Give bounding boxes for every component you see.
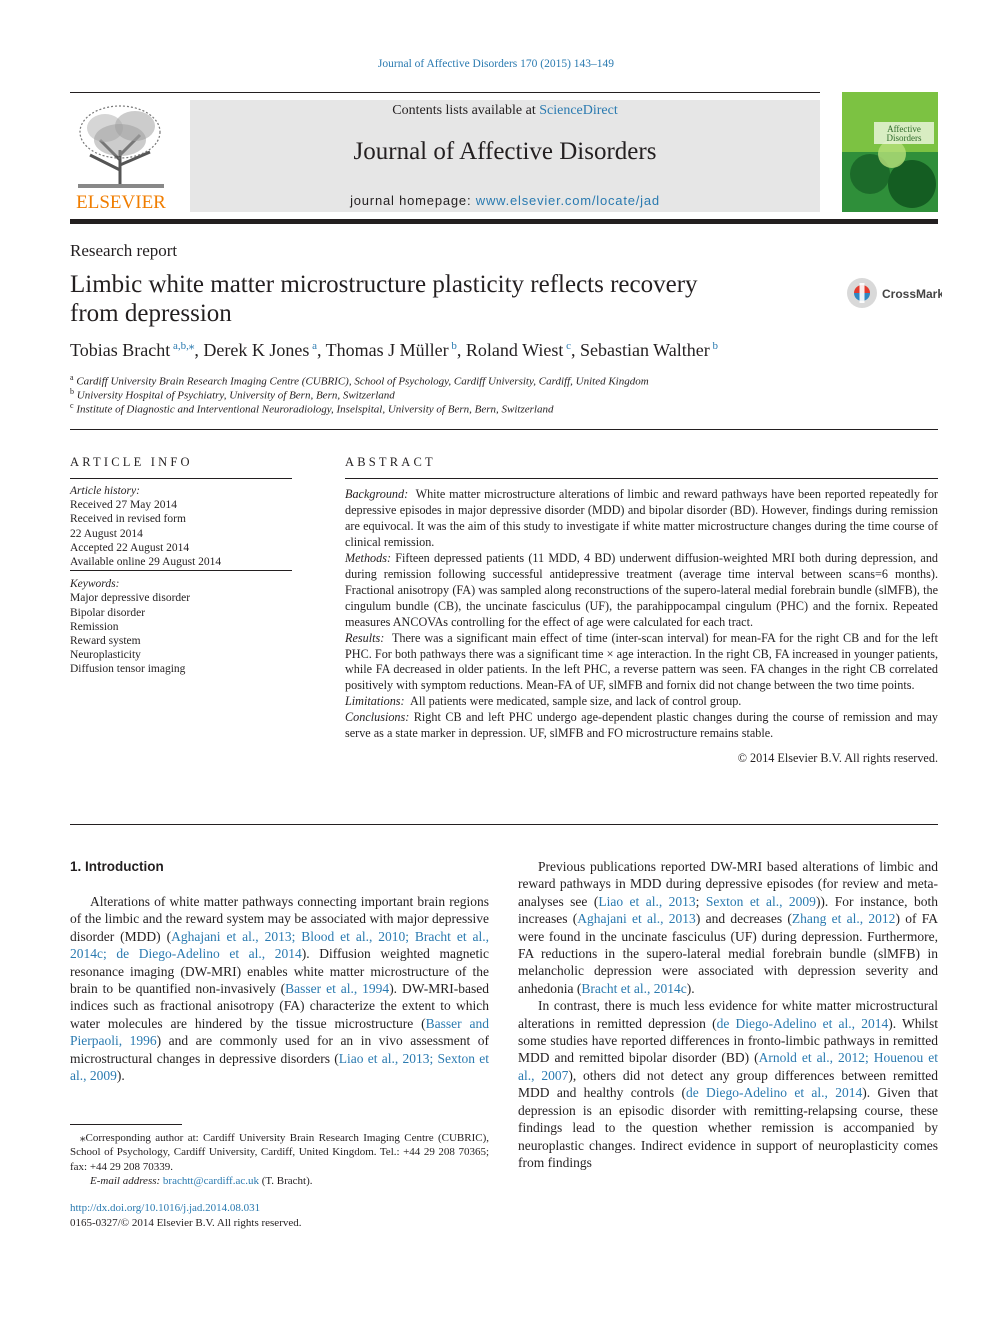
history-item: Available online 29 August 2014 bbox=[70, 556, 222, 569]
homepage-prefix: journal homepage: bbox=[350, 193, 476, 208]
history-label: Article history: bbox=[70, 485, 140, 497]
info-separator bbox=[70, 570, 292, 571]
body-text: ). bbox=[686, 980, 695, 996]
body-text: ) and decreases ( bbox=[695, 911, 792, 927]
abstract-results bbox=[345, 631, 938, 695]
abstract-divider bbox=[70, 824, 938, 825]
journal-banner bbox=[190, 100, 820, 212]
affiliation-key: c bbox=[70, 401, 74, 410]
keywords-label: Keywords: bbox=[70, 578, 120, 591]
elsevier-logo bbox=[70, 100, 172, 212]
abstract-text: Fifteen depressed patients (11 MDD, 4 BD) underwent diffusion-weighted MRI both during depression, and during remission following successful antidepressive treatment (average time interval between scans=6 months). Fractional anisotropy (FA) was sampled along reconstructions of the supero-lateral medial forebrain bundle (slMFB), the cingulum bundle (CB), the uncinate fasciculus (UF), the parahippocampal cingulum (PHC) and the fornix. Repeated measures ANCOVAs controlling for the effect of age were calculated for each tract. bbox=[345, 550, 939, 629]
affiliation-b bbox=[70, 387, 395, 402]
citation-link[interactable]: Basser et al., 1994 bbox=[285, 981, 390, 997]
email-link[interactable]: brachtt@cardiff.ac.uk bbox=[162, 1175, 259, 1187]
sciencedirect-link[interactable]: ScienceDirect bbox=[539, 103, 618, 118]
body-text: ). bbox=[116, 1068, 125, 1084]
body-text: ; bbox=[695, 893, 706, 909]
author-affiliation-marker[interactable]: b bbox=[448, 340, 457, 352]
body-text: ). Whilst some studies have reported differences in fronto-limbic pathways in remitted MDD and remitted bipolar disorder (BD) ( bbox=[518, 1015, 938, 1066]
cover-title-affective: Affective bbox=[887, 124, 921, 134]
abstract-label: Limitations: bbox=[345, 694, 405, 709]
body-text: )). For instance, both increases ( bbox=[518, 893, 938, 927]
author-name: Sebastian Walther bbox=[580, 340, 710, 360]
author-name: Tobias Bracht bbox=[70, 340, 171, 360]
citation-link[interactable]: Bracht et al., 2014c bbox=[581, 980, 687, 996]
abstract-label: Conclusions: bbox=[345, 710, 410, 725]
abstract-text: White matter microstructure alterations of limbic and reward pathways have been reported repeatedly for depressive episodes in major depressive disorder (MDD) and bipolar disorder (BD). However, findings during remission are equivocal. It was the aim of this study to investigate if white matter microstructure changes during the time course of clinical remission. bbox=[345, 487, 938, 549]
affiliation-key: a bbox=[70, 373, 74, 382]
citation-link[interactable]: Liao et al., 2013; Sexton et al., 2009 bbox=[70, 1050, 490, 1084]
issn-line: 0165-0327/© 2014 Elsevier B.V. All rights reserved. bbox=[70, 1217, 302, 1229]
homepage-line bbox=[190, 193, 820, 208]
citation-link[interactable]: Aghajani et al., 2013 bbox=[577, 911, 696, 927]
body-right-column bbox=[518, 858, 938, 1171]
history-item: Received in revised form bbox=[70, 513, 186, 526]
abstract-background bbox=[345, 487, 938, 551]
email-note bbox=[70, 1174, 489, 1188]
body-text: ). Diffusion weighted magnetic resonance imaging (DW-MRI) enables white matter microstructure of the brain to be quantified non-invasively ( bbox=[70, 946, 489, 997]
author-affiliation-marker[interactable]: a,b,⁎ bbox=[170, 340, 195, 352]
author-separator: , bbox=[316, 340, 326, 360]
doi-link[interactable]: http://dx.doi.org/10.1016/j.jad.2014.08.031 bbox=[70, 1202, 261, 1214]
journal-citation[interactable]: Journal of Affective Disorders 170 (2015) 143–149 bbox=[377, 58, 615, 70]
contents-prefix: Contents lists available at bbox=[392, 103, 540, 118]
history-item: Received 27 May 2014 bbox=[70, 499, 177, 512]
title-line-2: from depression bbox=[70, 300, 232, 327]
body-text: Alterations of white matter pathways connecting important brain regions of the limbic and the reward system may be associated with major depressive disorder (MDD) ( bbox=[70, 894, 489, 944]
abstract-text: There was a significant main effect of time (inter-scan interval) for mean-FA for the right CB and for the left PHC. For both pathways there was a significant time × age interaction. In the right CB, FA increased in younger patients, while FA decreased in older patients. In the left PHC, a reverse pattern was seen. FA changes in the right CB correlated positively with symptom reductions. Mean-FA of UF, slMFB and fornix did not change between the two time points. bbox=[345, 630, 939, 693]
abstract-body bbox=[345, 487, 938, 767]
affiliation-text: Institute of Diagnostic and Interventional Neuroradiology, Inselspital, University of Bern, Bern, Switzerland bbox=[76, 403, 554, 416]
keyword: Reward system bbox=[70, 635, 141, 648]
contents-line bbox=[190, 103, 820, 119]
email-label: E-mail address: bbox=[90, 1175, 161, 1187]
citation-link[interactable]: Basser and Pierpaoli, 1996 bbox=[70, 1015, 489, 1049]
header-divider bbox=[70, 429, 938, 430]
keyword: Bipolar disorder bbox=[70, 606, 146, 619]
affiliation-text: Cardiff University Brain Research Imaging Centre (CUBRIC), School of Psychology, Cardiff University, Cardiff, United Kingdom bbox=[76, 375, 649, 388]
abstract-copyright: © 2014 Elsevier B.V. All rights reserved. bbox=[737, 751, 938, 766]
abstract-label: Background: bbox=[345, 487, 409, 501]
abstract-label: Methods: bbox=[345, 550, 392, 565]
corresponding-author-note: ⁎Corresponding author at: Cardiff University Brain Research Imaging Centre (CUBRIC), School of Psychology, Cardiff University, Cardiff, United Kingdom. Tel.: +44 29 208 70365; fax: +44 29 208 70339. bbox=[70, 1132, 489, 1173]
keyword: Neuroplasticity bbox=[70, 649, 141, 662]
affiliation-a bbox=[70, 373, 649, 388]
crossmark-badge[interactable] bbox=[846, 276, 942, 312]
masthead-top-rule bbox=[70, 92, 820, 93]
journal-title: Journal of Affective Disorders bbox=[353, 138, 657, 165]
citation-link[interactable]: Liao et al., 2013 bbox=[598, 893, 696, 909]
author-name: Derek K Jones bbox=[203, 340, 310, 360]
keyword: Major depressive disorder bbox=[70, 592, 191, 605]
masthead-bottom-rule bbox=[70, 219, 938, 224]
journal-cover-image bbox=[842, 92, 938, 212]
citation-link[interactable]: de Diego-Adelino et al., 2014 bbox=[716, 1015, 889, 1031]
email-suffix: (T. Bracht). bbox=[258, 1175, 313, 1187]
author-affiliation-marker[interactable]: b bbox=[709, 340, 718, 352]
intro-paragraph-3 bbox=[518, 997, 938, 1171]
author-affiliation-marker[interactable]: a bbox=[309, 340, 317, 352]
body-text: Previous publications reported DW-MRI based alterations of limbic and reward pathways in MDD during depressive episodes (for review and meta-analyses see ( bbox=[518, 859, 938, 909]
article-type: Research report bbox=[70, 241, 178, 260]
citation-link[interactable]: Sexton et al., 2009 bbox=[705, 893, 816, 909]
publisher-name: ELSEVIER bbox=[76, 192, 166, 212]
cover-title-disorders: Disorders bbox=[886, 133, 922, 143]
keyword: Diffusion tensor imaging bbox=[70, 663, 186, 676]
body-text: ), others did not detect any group differences between remitted MDD and healthy controls ( bbox=[518, 1067, 938, 1101]
article-info-heading: ARTICLE INFO bbox=[70, 455, 193, 469]
affiliation-key: b bbox=[70, 387, 74, 396]
abstract-limitations bbox=[345, 694, 938, 710]
footnote-rule bbox=[70, 1124, 182, 1125]
title-line-1: Limbic white matter microstructure plasticity reflects recovery bbox=[70, 271, 698, 298]
author-separator: , bbox=[571, 340, 580, 360]
author-name: Roland Wiest bbox=[465, 340, 564, 360]
history-item: 22 August 2014 bbox=[70, 527, 143, 540]
affiliation-c bbox=[70, 401, 553, 416]
author-separator: , bbox=[456, 340, 466, 360]
abstract-label: Results: bbox=[345, 630, 385, 645]
article-info bbox=[70, 484, 292, 677]
body-left-column bbox=[70, 893, 489, 1084]
author-affiliation-marker[interactable]: c bbox=[563, 340, 571, 352]
abstract-conclusions bbox=[345, 710, 938, 742]
abstract-heading: ABSTRACT bbox=[345, 455, 436, 469]
keyword: Remission bbox=[70, 620, 119, 633]
citation-link[interactable]: Aghajani et al., 2013; Blood et al., 2010; Bracht et al., 2014c; de Diego-Adelino et al., 2014 bbox=[70, 928, 489, 962]
author-name: Thomas J Müller bbox=[325, 340, 449, 360]
abstract-text: All patients were medicated, sample size, and lack of control group. bbox=[410, 694, 742, 709]
body-text: In contrast, there is much less evidence for white matter microstructural alterations in remitted depression ( bbox=[518, 998, 938, 1031]
intro-paragraph-2 bbox=[518, 858, 938, 997]
article-info-rule bbox=[70, 478, 292, 479]
abstract-methods bbox=[345, 551, 938, 631]
abstract-text: Right CB and left PHC undergo age-dependent plastic changes during the course of remission and may serve as a state marker in depression. UF, slMFB and FO microstructure remains stable. bbox=[345, 710, 939, 741]
homepage-link[interactable]: www.elsevier.com/locate/jad bbox=[475, 193, 660, 208]
body-text: ). DW-MRI-based indices such as fractional anisotropy (FA) characterize the extent to which water molecules are hindered by the tissue microstructure ( bbox=[70, 981, 489, 1031]
intro-paragraph-1 bbox=[70, 893, 489, 1084]
history-item: Accepted 22 August 2014 bbox=[70, 541, 190, 554]
citation-link[interactable]: Arnold et al., 2012; Houenou et al., 2007 bbox=[518, 1050, 938, 1083]
body-text: ) of FA were found in the uncinate fasciculus (UF) during depression. Furthermore, FA reductions in the supero-lateral medial forebrain bundle (slMFB) in melancholic depression were associated with depression severity and anhedonia ( bbox=[518, 911, 938, 996]
author-list bbox=[70, 339, 718, 361]
citation-link[interactable]: de Diego-Adelino et al., 2014 bbox=[686, 1085, 863, 1101]
abstract-rule bbox=[345, 478, 938, 479]
body-text: ) and are commonly used for an in vivo assessment of microstructural changes in depressive disorders ( bbox=[70, 1033, 489, 1066]
article-title bbox=[70, 270, 770, 328]
body-text: ). Given that depression is an episodic disorder with remitting-relapsing course, these findings lead to the question whether remission is accompanied by neuroplastic changes. Indirect evidence in support of neuroplasticity comes from findings bbox=[518, 1085, 938, 1170]
citation-link[interactable]: Zhang et al., 2012 bbox=[791, 911, 896, 927]
section-heading-introduction: 1. Introduction bbox=[70, 859, 164, 874]
author-separator: , bbox=[194, 340, 204, 360]
crossmark-label: CrossMark bbox=[882, 287, 942, 301]
affiliation-text: University Hospital of Psychiatry, University of Bern, Bern, Switzerland bbox=[76, 389, 395, 402]
